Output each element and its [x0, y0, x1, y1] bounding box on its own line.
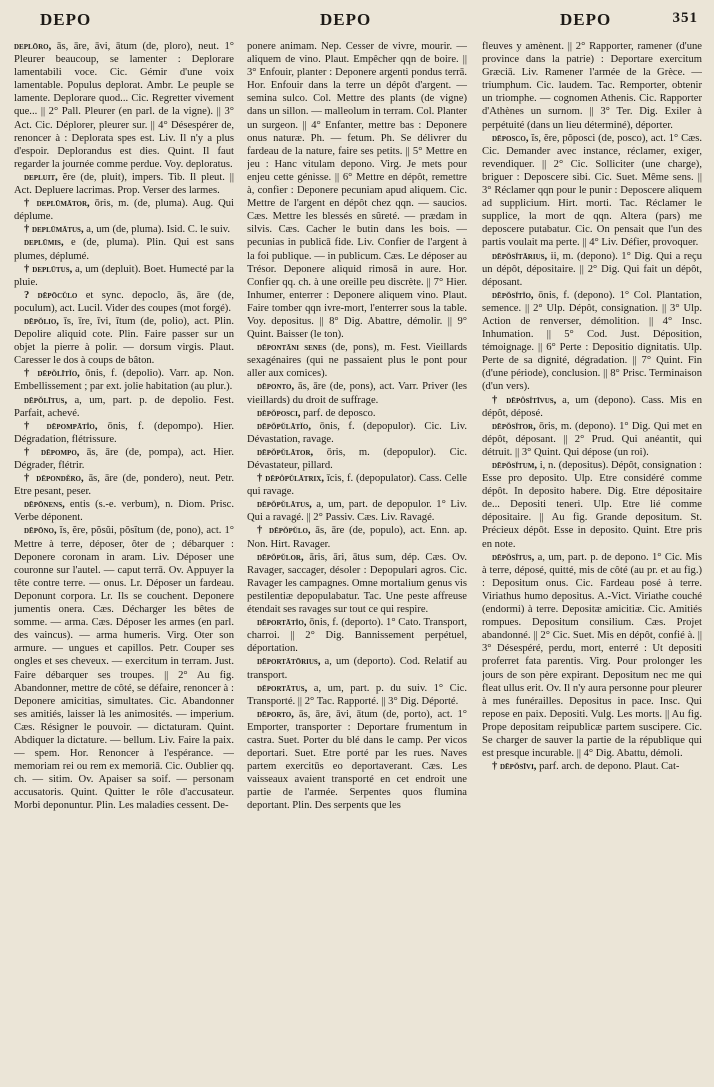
entry-definition: ōnis, f. (depopulor). Cic. Liv. Dévastation, ravage.	[247, 420, 467, 445]
dictionary-entry	[14, 236, 234, 262]
dictionary-entry	[482, 250, 702, 289]
dictionary-entry	[247, 420, 467, 446]
dictionary-entry	[247, 524, 467, 550]
dictionary-entry	[247, 407, 467, 420]
entry-headword: † dēpŏpŭlātrix,	[257, 473, 324, 485]
entry-definition: ās, āre (de, pompa), act. Hier. Dégrader, flétrir.	[14, 446, 234, 471]
running-head	[0, 0, 714, 40]
entry-definition: parf. arch. de depono. Plaut. Cat-	[539, 761, 680, 773]
dictionary-entry	[14, 367, 234, 393]
entry-definition: ĭs, ĕre, pŏsŭi, pŏsĭtum (de, pono), act. 1° Mettre à terre, déposer, ôter de ; débarquer : Deponere coronam in aram. Liv. Déposer une couronne sur l'autel. — caput terrā. Ov. Appuyer la tête contre terre. — onus. Lr. Déposer un fardeau. Deponunt corpora. Lr. Ils se couchent. Deponere jumentis onera. Cæs. Décharger les bêtes de somme. — arma. Cæs. Déposer les armes (en parl. des vaincus). — arma humeris. Virg. Oter son armure. — ungues et capillos. Petr. Couper ses ongles et ses cheveux. — exercitum in terram. Just. Faire débarquer ses troupes. || 2° Au fig. Abandonner, mettre de côté, se défaire, renoncer à : Deponere amicitias, simultates. Cic. Abandonner ses amitiés, laisser là les animosités. — imperium. Cæs. Résigner le pouvoir. — dictaturam. Quint. Abdiquer la dictature. — bellum. Liv. Faire la paix. — spem. Hor. Renoncer à l'espérance. — memoriam rei ou rem ex memoriā. Cic. Oublier qq. ch. — sitim. Ov. Apaiser sa soif. — personam accusatoris. Quint. Quitter le rôle d'accusateur. Morbi deponuntur. Plin. Les maladies cessent. De-	[14, 525, 234, 812]
entry-headword: deplōro,	[14, 41, 52, 52]
entry-definition: ōris, m. (depono). 1° Dig. Qui met en dépôt, déposant. || 2° Prud. Qui anéantit, qui détruit. || 3° Quint. Qui dépose (un roi).	[482, 420, 702, 458]
entry-headword: dēpŏpŭlātus,	[257, 499, 312, 511]
entry-headword: dēpŏlio,	[24, 315, 59, 327]
dictionary-entry	[14, 197, 234, 223]
entry-headword: dēposco,	[492, 132, 529, 144]
entry-headword: dēpŏsĭtus,	[492, 551, 535, 563]
dictionary-entry	[14, 446, 234, 472]
dictionary-entry	[14, 315, 234, 367]
dictionary-entry	[247, 708, 467, 813]
entry-headword: † deplūmātor,	[24, 198, 90, 210]
entry-definition: a, um, part. p. de depono. 1° Cic. Mis à terre, déposé, quitté, mis de côté (au pr. et au fig.) : Depositum onus. Cic. Fardeau posé à terre. Viriathus humo depositus. A.-Vict. Viriathe couché (endormi) à terre. Depositæ amicitiæ. Cic. Amitiés rompues. Depositum consilium. Cæs. Projet abandonné. || 2° Cic. Suet. Mis en dépôt, confié à. || 3° Désespéré, perdu, mort, enterré : Ut depositi proferret fata parentis. Virg. Pour prolonger les jours de son père expirant. Depositum nec me qui fleat ullus erit. Ov. Il n'y aura personne pour pleurer à mes funérailles. Depositus in pace. Insc. Qui repose en paix. Depositi. Vulg. Les morts. || Au fig. Prope depositam reipublicæ partem suscipere. Cic. Se charger de sauver la partie de la république qui est presque incurable. || 4° Dig. Abattu, démoli.	[482, 551, 702, 760]
column-2	[247, 40, 467, 1080]
dictionary-entry	[247, 682, 467, 708]
entry-headword: † dēpŏpŭlo,	[257, 525, 311, 537]
dictionary-entry	[482, 420, 702, 459]
entry-headword: † dēpŏlītĭo,	[24, 368, 80, 380]
dictionary-entry	[14, 263, 234, 289]
header-guide-word-right: DEPO	[560, 10, 612, 29]
page-number: 351	[672, 10, 698, 26]
entry-definition: ōris, m. (depopulor). Cic. Dévastateur, pillard.	[247, 446, 467, 471]
dictionary-entry	[247, 446, 467, 472]
entry-definition: i, n. (depositus). Dépôt, consignation : Esse pro deposito. Ulp. Etre considéré comme dépôt. In deposito habere. Dig. Etre dépositaire de... Depositi teneri. Ulp. Etre lié comme dépositaire. || Au fig. Grande depositum. St. Précieux dépôt. Esse in deposito. Quint. Etre pris en note.	[482, 460, 702, 550]
dictionary-entry	[247, 551, 467, 616]
entry-headword: deplūmis,	[24, 237, 64, 249]
entry-definition: entis (s.-e. verbum), n. Diom. Prisc. Verbe déponent.	[14, 499, 234, 524]
entry-definition: a, um, part. p. de depolio. Fest. Parfait, achevé.	[14, 394, 234, 419]
entry-definition: a, um, part. p. du suiv. 1° Cic. Transporté. || 2° Tac. Rapporté. || 3° Dig. Déporté.	[247, 682, 467, 707]
dictionary-entry	[14, 289, 234, 315]
dictionary-entry	[482, 459, 702, 551]
entry-definition: e (de, pluma). Plin. Qui est sans plumes, déplumé.	[14, 237, 234, 262]
entry-headword: † dēpŏsĭtīvus,	[492, 394, 557, 406]
entry-headword: † dēpompo,	[24, 446, 80, 458]
entry-definition: a, um (depluit). Boet. Humecté par la pluie.	[14, 263, 234, 288]
entry-headword: † dēpŏsīvi,	[492, 761, 537, 773]
entry-definition: ĕre (de, pluit), impers. Tib. Il pleut. || Act. Depluere lacrimas. Prop. Verser des larmes.	[14, 171, 234, 197]
entry-headword: † deplūmātus,	[24, 224, 84, 236]
dictionary-entry	[14, 40, 234, 171]
dictionary-entry	[14, 498, 234, 524]
dictionary-entry	[247, 616, 467, 655]
entry-headword: dēportātĭo,	[257, 617, 307, 629]
entry-headword: dēponto,	[257, 381, 295, 393]
entry-definition: ās, āre (de, populo), act. Enn. ap. Non. Hirt. Ravager.	[247, 525, 467, 550]
entry-definition: fleuves y amènent. || 2° Rapporter, ramener (d'une province dans la patrie) : Deportare exercitum Græciā. Liv. Ramener l'armée de la Grèce. — triumphum. Cic. laudem. Tac. Remporter, obtenir un triomphe. — cognomen Athenis. Cic. Rapporter d'Athènes un surnom. || 3° Ter. Dig. Exiler à perpétuité (dans un lieu déterminé), déporter.	[482, 41, 702, 131]
entry-definition: ii, m. (depono). 1° Dig. Qui a reçu un dépôt, dépositaire. || 2° Dig. Qui fait un dépôt, déposant.	[482, 250, 702, 288]
dictionary-entry	[247, 498, 467, 524]
entry-definition: ponere animam. Nep. Cesser de vivre, mourir. — aliquem de vino. Plaut. Empêcher qqn de boire. || 3° Enfouir, planter : Deponere argenti pondus terrā. Hor. Enfouir dans la terre un dépôt d'argent. — semina sulco. Col. Mettre des plants (de vigne) dans un sillon. — malleolum in terram. Col. Planter un surgeon. || 4° Enfanter, mettre bas : Deponere onus naturæ. Ph. — fetum. Ph. Se délivrer du fardeau de la nature, faire ses petits. || 5° Mettre en jeu : Hanc vitulam depono. Virg. Je mets pour enjeu cette génisse. || 6° Mettre en dépôt, remettre à, confier : Deponere pecuniam apud aliquem. Cic. Mettre de l'argent en dépôt chez qqn. — saucios. Cæs. Mettre les blessés en sûreté. — prædam in silvis. Cæs. Cacher le butin dans les bois. — pecunias in publicā fide. Liv. Confier de l'argent à la foi publique. — in publicum. Cæs. Le déposer au Trésor. Deponere aliquid rimosā in aure. Hor. Confier qq. ch. à une oreille peu discrète. || 7° Hier. Inhumer, enterrer : Deponere aliquem vino. Plaut. Faire tomber qqn ivre-mort, l'enterrer sous la table. Voy. depositus. || 8° Dig. Abattre, démolir. || 9° Quint. Baisser (le ton).	[247, 41, 467, 341]
dictionary-entry	[482, 394, 702, 420]
dictionary-entry	[14, 472, 234, 498]
entry-headword: dēpŏsĭtārius,	[492, 250, 548, 262]
dictionary-entry	[247, 655, 467, 681]
entry-headword: † dēpondĕro,	[24, 473, 84, 485]
entry-definition: a, um (depono). Cass. Mis en dépôt, déposé.	[482, 394, 702, 419]
entry-headword: dēpŏsĭtĭo,	[492, 289, 534, 301]
column-1	[14, 40, 234, 1080]
entry-headword: dēpŏpŭlātĭo,	[257, 420, 311, 432]
entry-definition: āris, āri, ātus sum, dép. Cæs. Ov. Ravager, saccager, désoler : Depopulari agros. Cic. Ravager les campagnes. Omne mortalium genus vis pestilentiæ depopulabatur. Tac. Une peste affreuse étendait ses ravages sur tout ce qui respire.	[247, 551, 467, 616]
entry-headword: dēportātus,	[257, 682, 308, 694]
dictionary-entry	[14, 394, 234, 420]
entry-definition: parf. de deposco.	[303, 407, 376, 419]
dictionary-entry	[14, 524, 234, 812]
dictionary-entry	[482, 760, 702, 773]
entry-definition: a, um, part. de depopulor. 1° Liv. Qui a ravagé. || 2° Passiv. Cæs. Liv. Ravagé.	[247, 499, 467, 524]
dictionary-entry	[247, 380, 467, 406]
dictionary-entry	[14, 171, 234, 197]
entry-definition: ōnis, f. (depompo). Hier. Dégradation, flétrissure.	[14, 420, 234, 445]
dictionary-entry	[482, 40, 702, 132]
entry-definition: a, um (deporto). Cod. Relatif au transport.	[247, 656, 467, 681]
entry-headword: dēpŏpŭlātor,	[257, 446, 314, 458]
dictionary-entry	[247, 472, 467, 498]
entry-definition: a, um (de, pluma). Isid. C. le suiv.	[86, 224, 231, 236]
entry-definition: ās, āre (de, pons), act. Varr. Priver (les vieillards) du droit de suffrage.	[247, 381, 467, 406]
entry-headword: depluit,	[24, 171, 58, 183]
entry-headword: dēpŏposci,	[257, 407, 301, 419]
entry-headword: dēpŏpŭlor,	[257, 551, 304, 563]
dictionary-entry	[247, 341, 467, 380]
entry-headword: ? dēpōcŭlo	[24, 289, 78, 301]
entry-definition: ōnis, f. (depono). 1° Col. Plantation, semence. || 2° Ulp. Dépôt, consignation. || 3° Ulp. Action de renverser, démolition. || 4° Insc. Inhumation. || 5° Cod. Just. Déposition, témoignage. || 6° Perte : Depositio dignitatis. Ulp. Perte de sa dignité, dégradation. || 7° Quint. Fin (d'une période), conclusion. || 8° Prisc. Terminaison (d'un vers).	[482, 289, 702, 393]
entry-definition: ās, āre, āvi, ātum (de, porto), act. 1° Emporter, transporter : Deportare frumentum in castra. Suet. Porter du blé dans le camp. Per vicos deportari. Suet. Etre porté par les rues. Naves partem exercitūs eo deportaverant. Cæs. Les vaisseaux avaient transporté en cet endroit une partie de l'armée. Serpentes quos flumina deportant. Plin. Des serpents que les	[247, 708, 467, 812]
entry-definition: īcis, f. (depopulator). Cass. Celle qui ravage.	[247, 473, 467, 498]
entry-definition: ōris, m. (de, pluma). Aug. Qui déplume.	[14, 198, 234, 223]
header-guide-word-center: DEPO	[320, 10, 372, 29]
column-3	[482, 40, 702, 1080]
dictionary-entry	[14, 223, 234, 236]
dictionary-entry	[482, 132, 702, 250]
entry-headword: dēpŏsĭtum,	[492, 460, 538, 471]
dictionary-entry	[482, 551, 702, 761]
entry-headword: dēpontāni senes	[257, 342, 327, 354]
dictionary-entry	[247, 40, 467, 341]
dictionary-entry	[482, 289, 702, 394]
entry-definition: (de, pons), m. Fest. Vieillards sexagénaires (qui ne passaient plus le pont pour aller aux comices).	[247, 342, 467, 380]
entry-definition: ōnis, f. (deporto). 1° Cato. Transport, charroi. || 2° Dig. Bannissement perpétuel, déportation.	[247, 617, 467, 655]
entry-definition: ās, āre, āvi, ātum (de, ploro), neut. 1° Pleurer beaucoup, se lamenter : Deplorare lamentabili voce. Cic. Gémir d'une voix lamentable. Populus deplorat. Ambr. Le peuple se lamente. Deplorare quod... Cic. Regretter vivement que... || 2° Pall. Pleurer (en parl. de la vigne). || 3° Act. Cic. Déplorer, pleurer sur. || 4° Désespérer de, renoncer à : Deplorata spes est. Liv. Il n'y a plus d'espoir. Deplorandus est dies. Quint. Il faut regarder la journée comme perdue. Voy. deploratus.	[14, 41, 234, 170]
entry-definition: ĭs, ĕre, pŏposci (de, posco), act. 1° Cæs. Cic. Demander avec instance, réclamer, exiger, revendiquer. || 2° Cic. Solliciter (une charge), briguer : Deposcere sibi. Cic. Suet. Même sens. || 3° Réclamer qqn pour le punir : Deposcere aliquem ad supplicium. Hirt. morti. Tac. Réclamer le supplice, la mort de qqn. Altera (pars) me deposcere putabatur. Cic. On pensait que l'un des partis voulait ma perte. || 4° Liv. Défier, provoquer.	[482, 132, 702, 249]
entry-headword: dēportātōrius,	[257, 656, 321, 668]
entry-definition: īs, īre, īvi, ītum (de, polio), act. Plin. Depolire aliquid cote. Plin. Faire passer sur un objet la pierre à polir. — dorsum virgis. Plaut. Caresser le dos à coups de bâton.	[14, 315, 234, 367]
entry-headword: dēpōno,	[24, 525, 57, 537]
entry-definition: et sync. depoclo, ās, āre (de, poculum), act. Lucil. Vider des coupes (mot forgé).	[14, 289, 234, 314]
entry-definition: ās, āre (de, pondero), neut. Petr. Etre pesant, peser.	[14, 473, 234, 498]
header-guide-word-left: DEPO	[40, 10, 92, 29]
entry-definition: ōnis, f. (depolio). Varr. ap. Non. Embellissement ; par ext. jolie habitation (au plur.).	[14, 368, 234, 393]
entry-headword: dēpōnens,	[24, 499, 65, 511]
dictionary-entry	[14, 420, 234, 446]
entry-headword: † dēpompātĭo,	[24, 420, 98, 432]
entry-headword: dēpŏsĭtor,	[492, 420, 536, 432]
entry-headword: dēporto,	[257, 708, 294, 720]
entry-headword: † deplūtus,	[24, 263, 73, 275]
entry-headword: dēpŏlītus,	[24, 394, 68, 406]
